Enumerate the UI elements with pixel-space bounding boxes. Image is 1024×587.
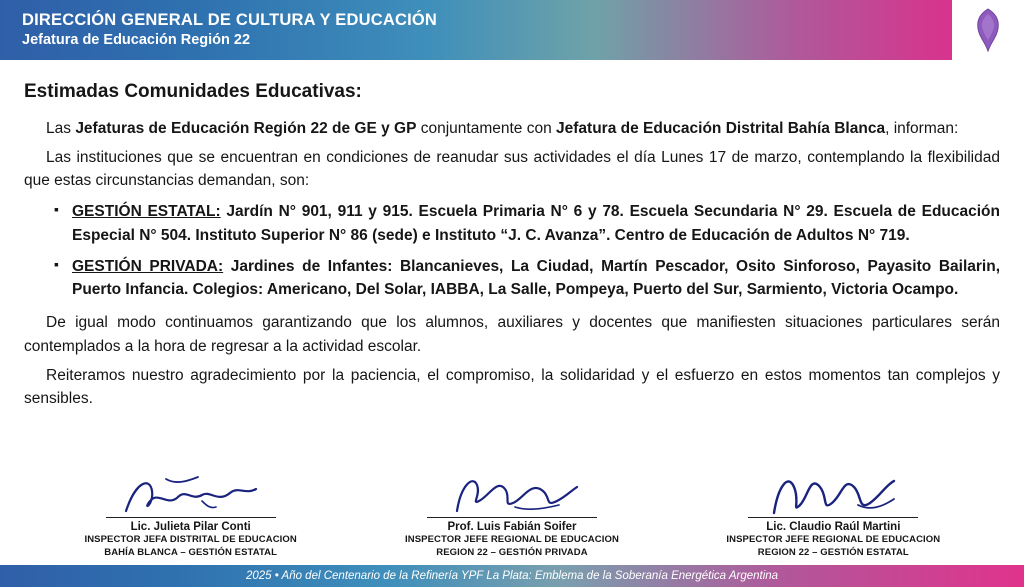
list-item bbox=[72, 255, 1000, 302]
footer-text: 2025 • Año del Centenario de la Refinería YPF La Plata: Emblema de la Soberanía Energética Argentina bbox=[245, 570, 779, 582]
paragraph-conditions: Las instituciones que se encuentran en condiciones de reanudar sus actividades el día Lunes 17 de marzo, contemplando la flexibilidad que estas circunstancias demandan, son: bbox=[24, 148, 1000, 189]
signature-block-martini bbox=[688, 471, 978, 559]
signature-row bbox=[0, 471, 1024, 559]
paragraph-thanks: Reiteramos nuestro agradecimiento por la paciencia, el compromiso, la solidaridad y el esfuerzo en estos momentos tan complejos y sensibles. bbox=[24, 366, 1000, 407]
buenos-aires-province-logo-icon bbox=[973, 8, 1003, 52]
signature-name: Prof. Luis Fabián Soifer bbox=[447, 520, 577, 533]
list-item-text: Jardín N° 901, 911 y 915. Escuela Primaria N° 6 y 78. Escuela Secundaria N° 29. Escuela de Educación Especial N° 504. Instituto Superior N° 86 (sede) e Instituto “J. C. Avanza”. Centro de Educación de Adultos N° 719. bbox=[72, 203, 1000, 244]
signature-name: Lic. Julieta Pilar Conti bbox=[130, 520, 251, 533]
signature-name: Lic. Claudio Raúl Martini bbox=[766, 520, 901, 533]
header-titles bbox=[0, 10, 437, 49]
paragraph-intro-mid: conjuntamente con bbox=[416, 119, 557, 137]
paragraph-intro-post: , informan: bbox=[885, 119, 959, 137]
handwritten-signature-icon bbox=[688, 471, 978, 517]
document-body bbox=[0, 60, 1024, 410]
header-subtitle: Jefatura de Educación Región 22 bbox=[22, 31, 251, 48]
paragraph-intro-bold-2: Jefatura de Educación Distrital Bahía Blanca bbox=[556, 119, 886, 137]
signature-rule bbox=[748, 517, 918, 518]
signature-role-line-1: INSPECTOR JEFE REGIONAL DE EDUCACION bbox=[405, 534, 619, 546]
list-item-label: GESTIÓN PRIVADA: bbox=[72, 257, 224, 275]
paragraph-guarantee: De igual modo continuamos garantizando que los alumnos, auxiliares y docentes que manifiesten situaciones particulares serán contemplados a la hora de regresar a la actividad escolar. bbox=[24, 314, 1000, 355]
header-organization: DIRECCIÓN GENERAL DE CULTURA Y EDUCACIÓN bbox=[22, 11, 438, 30]
signature-block-soifer bbox=[367, 471, 657, 559]
signature-role-line-2: BAHÍA BLANCA – GESTIÓN ESTATAL bbox=[104, 546, 278, 558]
school-list bbox=[24, 200, 1000, 301]
page-title: Estimadas Comunidades Educativas: bbox=[24, 81, 362, 102]
signature-role-line-2: REGION 22 – GESTIÓN ESTATAL bbox=[757, 546, 909, 558]
document-footer bbox=[0, 565, 1024, 587]
paragraph-intro-pre: Las bbox=[46, 119, 76, 137]
list-item-text: Jardines de Infantes: Blancanieves, La Ciudad, Martín Pescador, Osito Sinforoso, Payasito Bailarin, Puerto Infancia. Colegios: Americano, Del Solar, IABBA, La Salle, Pompeya, Puerto del Sur, Sarmiento, Victoria Ocampo. bbox=[72, 257, 1000, 298]
paragraph-intro bbox=[24, 117, 1000, 140]
signature-role-line-1: INSPECTOR JEFA DISTRITAL DE EDUCACION bbox=[84, 534, 297, 546]
handwritten-signature-icon bbox=[46, 471, 336, 517]
handwritten-signature-icon bbox=[367, 471, 657, 517]
signature-rule bbox=[427, 517, 597, 518]
paragraph-intro-bold-1: Jefaturas de Educación Región 22 de GE y GP bbox=[75, 119, 417, 137]
signature-role-line-2: REGION 22 – GESTIÓN PRIVADA bbox=[436, 546, 588, 558]
signature-role-line-1: INSPECTOR JEFE REGIONAL DE EDUCACION bbox=[726, 534, 941, 546]
document-header bbox=[0, 0, 1024, 60]
header-logo-container bbox=[952, 0, 1024, 60]
signature-block-conti bbox=[46, 471, 336, 559]
signature-rule bbox=[106, 517, 276, 518]
list-item-label: GESTIÓN ESTATAL: bbox=[72, 203, 221, 221]
list-item bbox=[72, 200, 1000, 247]
